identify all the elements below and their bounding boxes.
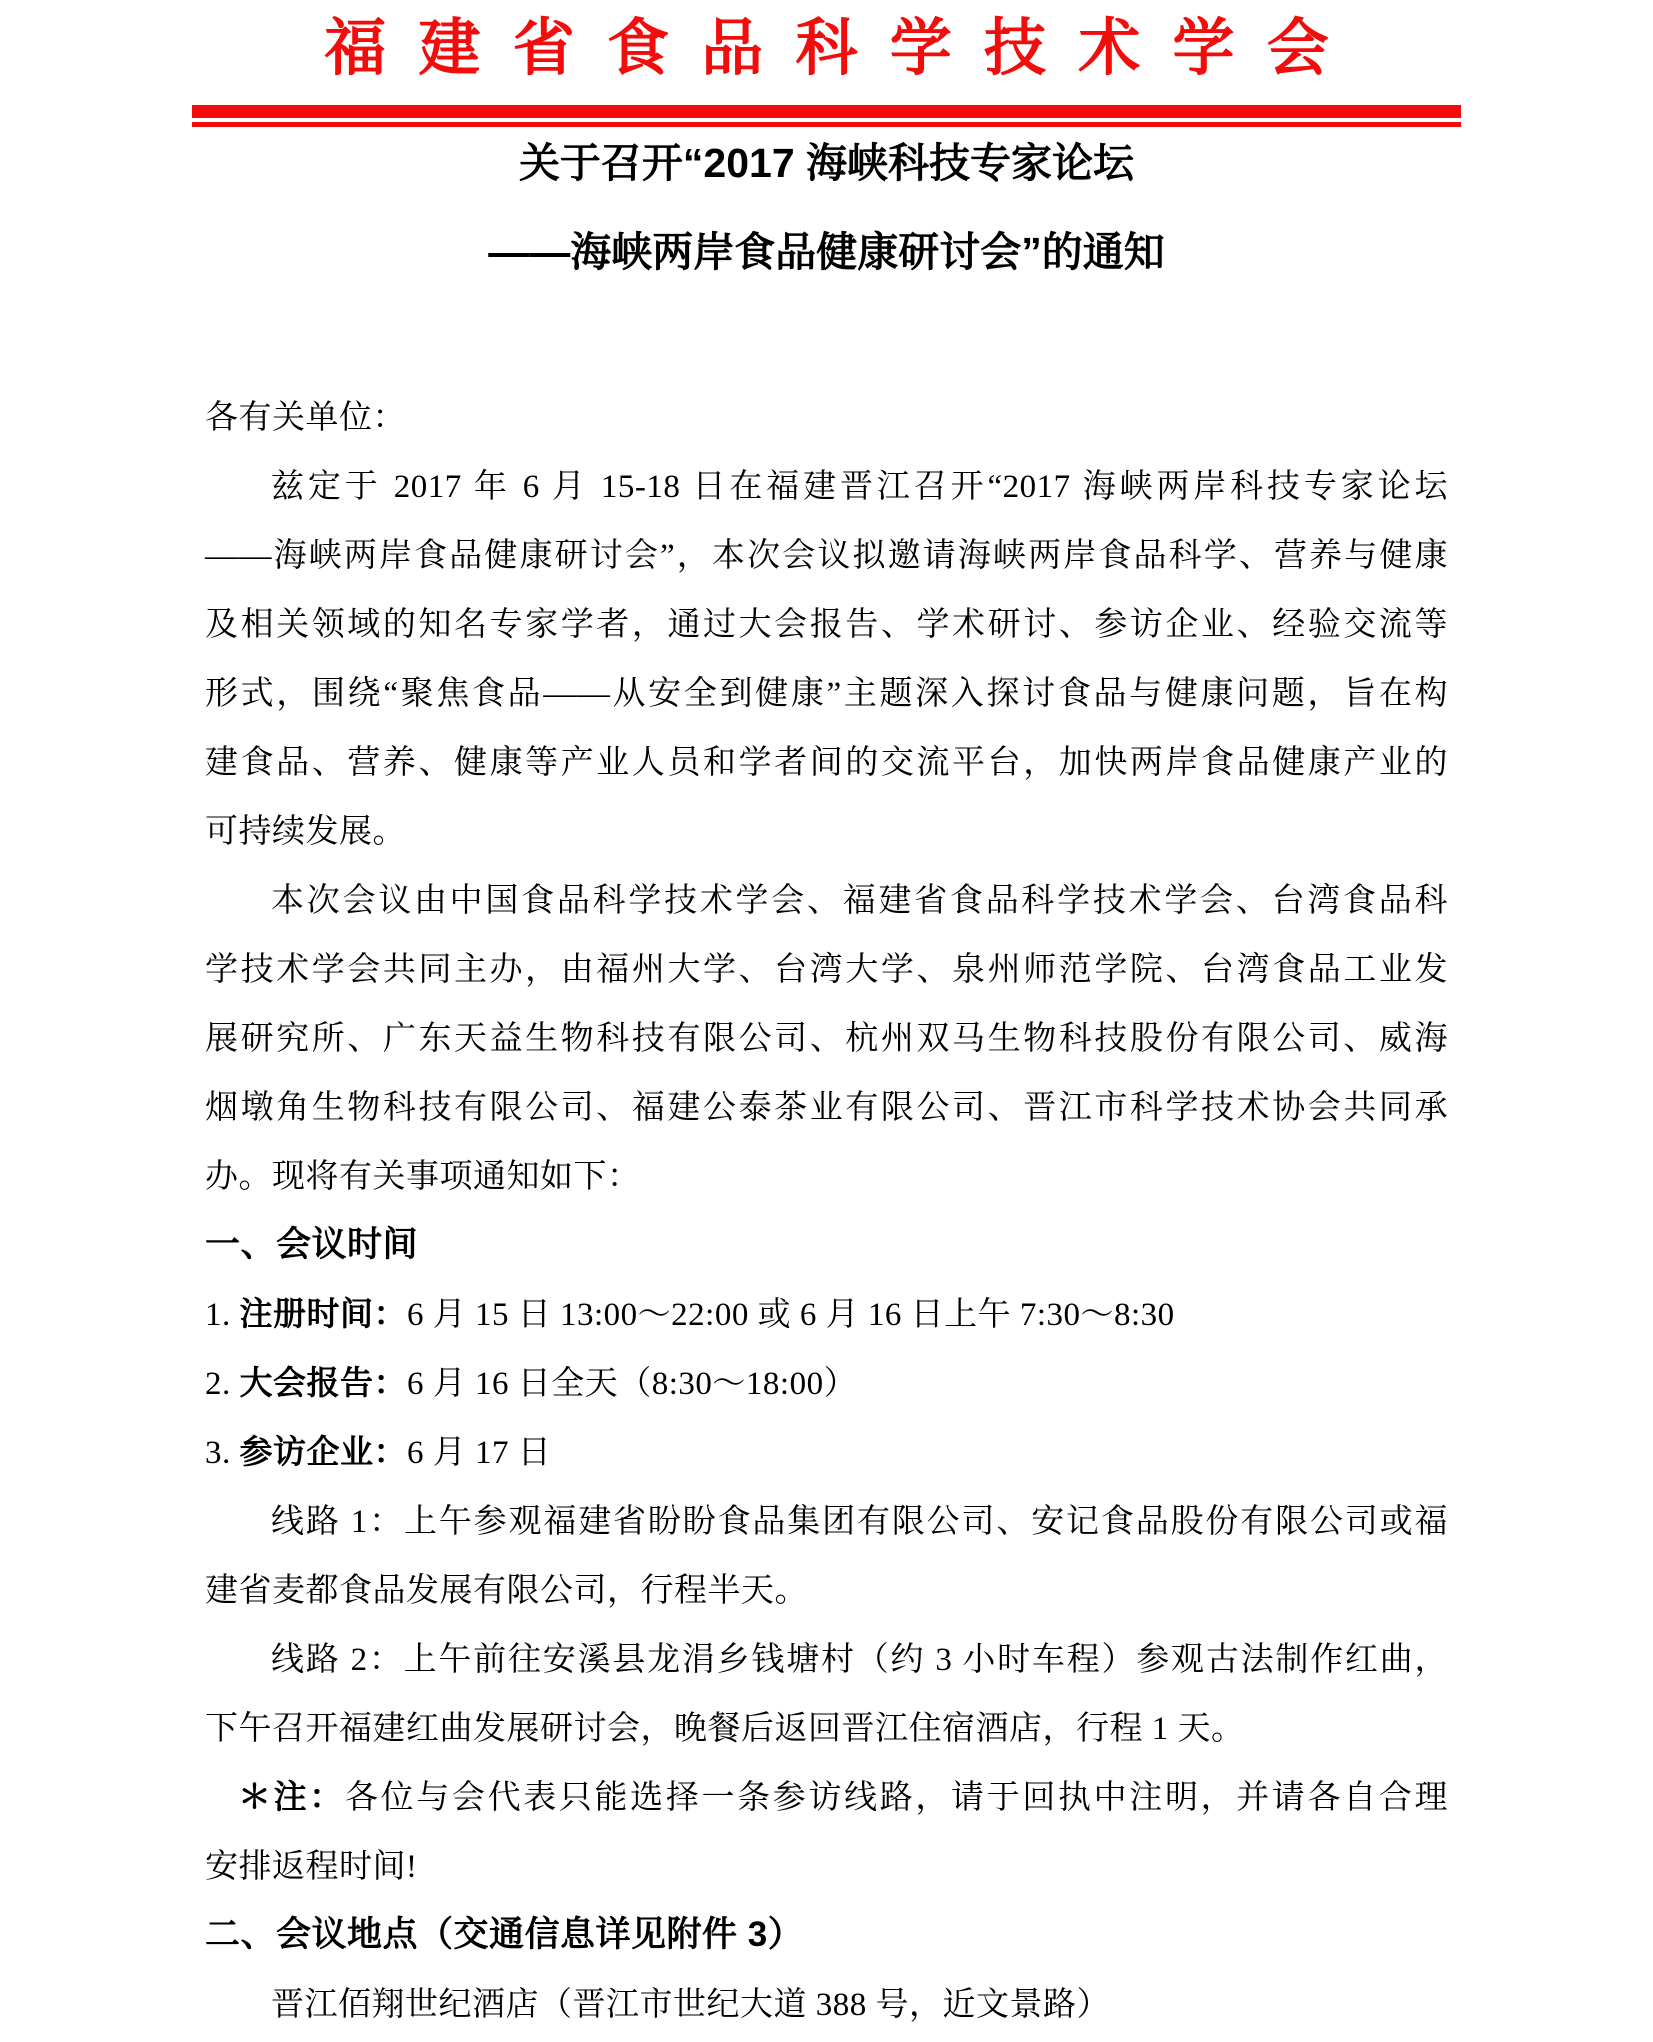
- section-heading-2: 二、会议地点（交通信息详见附件 3）: [205, 1914, 804, 1954]
- document-body: [205, 382, 1448, 2038]
- notice-title-line1: 关于召开“2017 海峡科技专家论坛: [518, 140, 1135, 187]
- org-name: 福建省食品科学技术学会: [324, 15, 1361, 83]
- list-item-reports: 2. 大会报告：6 月 16 日全天（8:30～18:00）: [205, 1363, 858, 1402]
- body-line: 展研究所、广东天益生物科技有限公司、杭州双马生物科技股份有限公司、威海: [205, 1020, 1448, 1057]
- list-item-visits: 3. 参访企业：6 月 17 日: [205, 1432, 552, 1471]
- body-line: 可持续发展。: [205, 813, 406, 850]
- body-line: 学技术学会共同主办，由福州大学、台湾大学、泉州师范学院、台湾食品工业发: [205, 951, 1448, 988]
- body-line: 建省麦都食品发展有限公司，行程半天。: [205, 1572, 808, 1609]
- list-item-registration: 1. 注册时间：6 月 15 日 13:00～22:00 或 6 月 16 日上午 7:30～8:30: [205, 1294, 1175, 1333]
- body-line: 线路 2：上午前往安溪县龙涓乡钱塘村（约 3 小时车程）参观古法制作红曲，: [271, 1641, 1448, 1678]
- body-line: 烟墩角生物科技有限公司、福建公泰茶业有限公司、晋江市科学技术协会共同承: [205, 1089, 1448, 1126]
- body-line: 本次会议由中国食品科学技术学会、福建省食品科学技术学会、台湾食品科: [271, 882, 1448, 919]
- section-heading-1: 一、会议时间: [205, 1224, 419, 1264]
- notice-title-line2: ——海峡两岸食品健康研讨会”的通知: [488, 229, 1165, 276]
- red-rule-thick: [192, 105, 1461, 118]
- body-line: 兹定于 2017 年 6 月 15-18 日在福建晋江召开“2017 海峡两岸科技专家论坛: [271, 468, 1448, 505]
- body-line: 形式，围绕“聚焦食品——从安全到健康”主题深入探讨食品与健康问题，旨在构: [205, 675, 1448, 712]
- body-line: 及相关领域的知名专家学者，通过大会报告、学术研讨、参访企业、经验交流等: [205, 606, 1448, 643]
- body-line: 线路 1：上午参观福建省盼盼食品集团有限公司、安记食品股份有限公司或福: [271, 1503, 1448, 1540]
- note-line: ＊注：各位与会代表只能选择一条参访线路，请于回执中注明，并请各自合理: [238, 1777, 1449, 1816]
- body-line: ——海峡两岸食品健康研讨会”，本次会议拟邀请海峡两岸食品科学、营养与健康: [205, 537, 1448, 574]
- body-line: 办。现将有关事项通知如下：: [205, 1158, 641, 1195]
- body-line: 建食品、营养、健康等产业人员和学者间的交流平台，加快两岸食品健康产业的: [205, 744, 1448, 781]
- note-line: 安排返程时间!: [205, 1848, 418, 1885]
- red-rule-thin: [192, 122, 1461, 127]
- body-line: 各有关单位：: [205, 399, 406, 436]
- body-line: 晋江佰翔世纪酒店（晋江市世纪大道 388 号，近文景路）: [271, 1986, 1110, 2023]
- body-line: 下午召开福建红曲发展研讨会，晚餐后返回晋江住宿酒店，行程 1 天。: [205, 1710, 1245, 1747]
